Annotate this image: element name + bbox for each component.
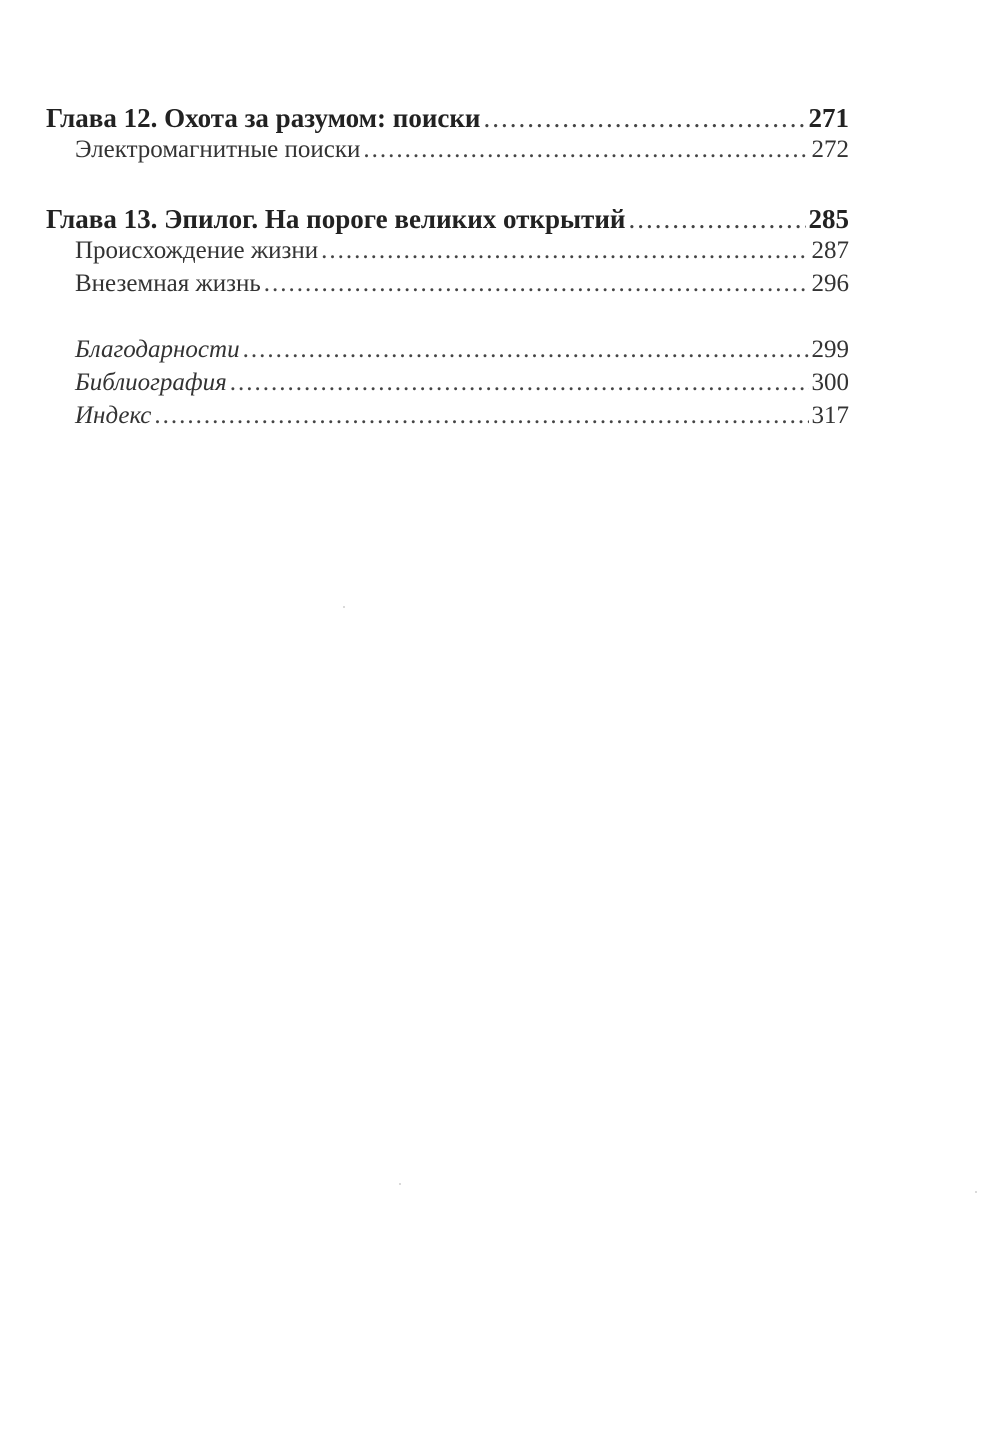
- section-title: Внеземная жизнь: [75, 270, 261, 297]
- toc-section-electromagnetic-search: [46, 136, 849, 169]
- page-number: 271: [808, 103, 849, 133]
- toc-index: [46, 402, 849, 435]
- dot-leader: [230, 369, 809, 397]
- toc-section-extraterrestrial-life: [46, 270, 849, 303]
- toc-section-origin-of-life: [46, 237, 849, 270]
- scan-speck: [343, 606, 345, 608]
- dot-leader: [321, 237, 808, 265]
- page-number: 287: [811, 237, 849, 264]
- toc-bibliography: [46, 369, 849, 402]
- section-title: Электромагнитные поиски: [75, 136, 361, 163]
- page-number: 300: [811, 369, 849, 396]
- back-matter-title: Благодарности: [75, 336, 240, 363]
- page-number: 296: [811, 270, 849, 297]
- dot-leader: [264, 270, 809, 298]
- toc-acknowledgements: [46, 336, 849, 369]
- dot-leader: [483, 103, 805, 134]
- toc-chapter-13: [46, 204, 849, 237]
- chapter-title: Глава 12. Охота за разумом: поиски: [46, 103, 481, 133]
- scan-speck: [975, 1191, 977, 1193]
- page-number: 285: [808, 204, 849, 234]
- page-number: 272: [811, 136, 849, 163]
- back-matter-title: Индекс: [75, 402, 152, 429]
- toc-chapter-12: [46, 103, 849, 136]
- table-of-contents: [46, 103, 849, 435]
- dot-leader: [243, 336, 809, 364]
- dot-leader: [363, 136, 808, 164]
- dot-leader: [154, 402, 808, 430]
- dot-leader: [628, 204, 805, 235]
- page-number: 299: [811, 336, 849, 363]
- back-matter-title: Библиография: [75, 369, 227, 396]
- chapter-title: Глава 13. Эпилог. На пороге великих открытий: [46, 204, 626, 234]
- page-number: 317: [811, 402, 849, 429]
- section-title: Происхождение жизни: [75, 237, 319, 264]
- scan-speck: [399, 1183, 401, 1185]
